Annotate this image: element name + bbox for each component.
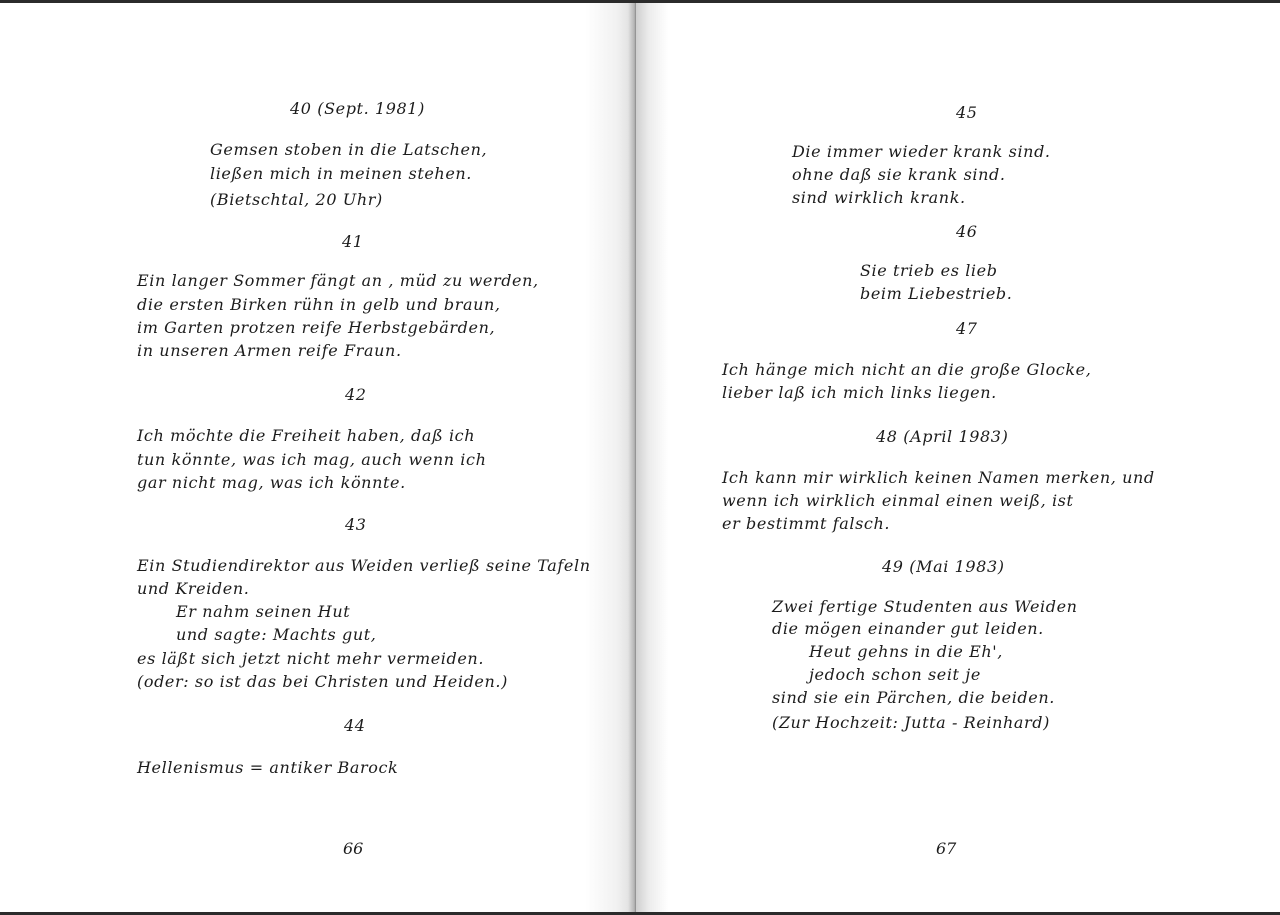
poem-40-line: Gemsen stoben in die Latschen, xyxy=(210,140,488,159)
page-number-right: 67 xyxy=(936,839,957,858)
poem-49-line: die mögen einander gut leiden. xyxy=(772,619,1044,638)
poem-46-heading: 46 xyxy=(956,222,978,241)
poem-43-line: es läßt sich jetzt nicht mehr vermeiden. xyxy=(137,649,485,668)
poem-49-line: (Zur Hochzeit: Jutta - Reinhard) xyxy=(772,713,1050,732)
poem-49-line: Heut gehns in die Eh', xyxy=(809,642,1003,661)
poem-46-line: Sie trieb es lieb xyxy=(860,261,998,280)
poem-41-line: im Garten protzen reife Herbstgebärden, xyxy=(137,318,496,337)
poem-40-heading: 40 (Sept. 1981) xyxy=(290,99,425,118)
poem-44-line: Hellenismus = antiker Barock xyxy=(137,758,399,777)
poem-41-line: in unseren Armen reife Fraun. xyxy=(137,341,402,360)
poem-45-line: sind wirklich krank. xyxy=(792,188,966,207)
poem-43-line: Er nahm seinen Hut xyxy=(176,602,351,621)
left-page xyxy=(0,3,636,912)
page-number-left: 66 xyxy=(343,839,364,858)
right-page xyxy=(636,3,1280,912)
poem-43-line: (oder: so ist das bei Christen und Heiden.) xyxy=(137,672,508,691)
poem-42-line: gar nicht mag, was ich könnte. xyxy=(137,473,406,492)
poem-45-line: ohne daß sie krank sind. xyxy=(792,165,1006,184)
poem-49-line: jedoch schon seit je xyxy=(809,665,981,684)
poem-49-heading: 49 (Mai 1983) xyxy=(882,557,1005,576)
poem-47-line: Ich hänge mich nicht an die große Glocke, xyxy=(722,360,1092,379)
poem-42-line: tun könnte, was ich mag, auch wenn ich xyxy=(137,450,487,469)
poem-41-heading: 41 xyxy=(342,232,364,251)
poem-45-line: Die immer wieder krank sind. xyxy=(792,142,1051,161)
poem-43-heading: 43 xyxy=(345,515,367,534)
poem-45-heading: 45 xyxy=(956,103,978,122)
poem-41-line: die ersten Birken rühn in gelb und braun, xyxy=(137,295,501,314)
poem-43-line: und Kreiden. xyxy=(137,579,250,598)
poem-43-line: Ein Studiendirektor aus Weiden verließ seine Tafeln xyxy=(137,556,591,575)
poem-49-line: sind sie ein Pärchen, die beiden. xyxy=(772,688,1055,707)
poem-40-line: ließen mich in meinen stehen. xyxy=(210,164,472,183)
poem-44-heading: 44 xyxy=(344,716,366,735)
poem-40-line: (Bietschtal, 20 Uhr) xyxy=(210,190,383,209)
poem-48-heading: 48 (April 1983) xyxy=(876,427,1009,446)
poem-48-line: wenn ich wirklich einmal einen weiß, ist xyxy=(722,491,1074,510)
poem-48-line: Ich kann mir wirklich keinen Namen merken, und xyxy=(722,468,1155,487)
poem-43-line: und sagte: Machts gut, xyxy=(176,625,377,644)
poem-41-line: Ein langer Sommer fängt an , müd zu werden, xyxy=(137,271,539,290)
poem-42-line: Ich möchte die Freiheit haben, daß ich xyxy=(137,426,476,445)
poem-47-heading: 47 xyxy=(956,319,978,338)
poem-47-line: lieber laß ich mich links liegen. xyxy=(722,383,997,402)
poem-46-line: beim Liebestrieb. xyxy=(860,284,1013,303)
poem-48-line: er bestimmt falsch. xyxy=(722,514,891,533)
poem-42-heading: 42 xyxy=(345,385,367,404)
poem-49-line: Zwei fertige Studenten aus Weiden xyxy=(772,597,1078,616)
